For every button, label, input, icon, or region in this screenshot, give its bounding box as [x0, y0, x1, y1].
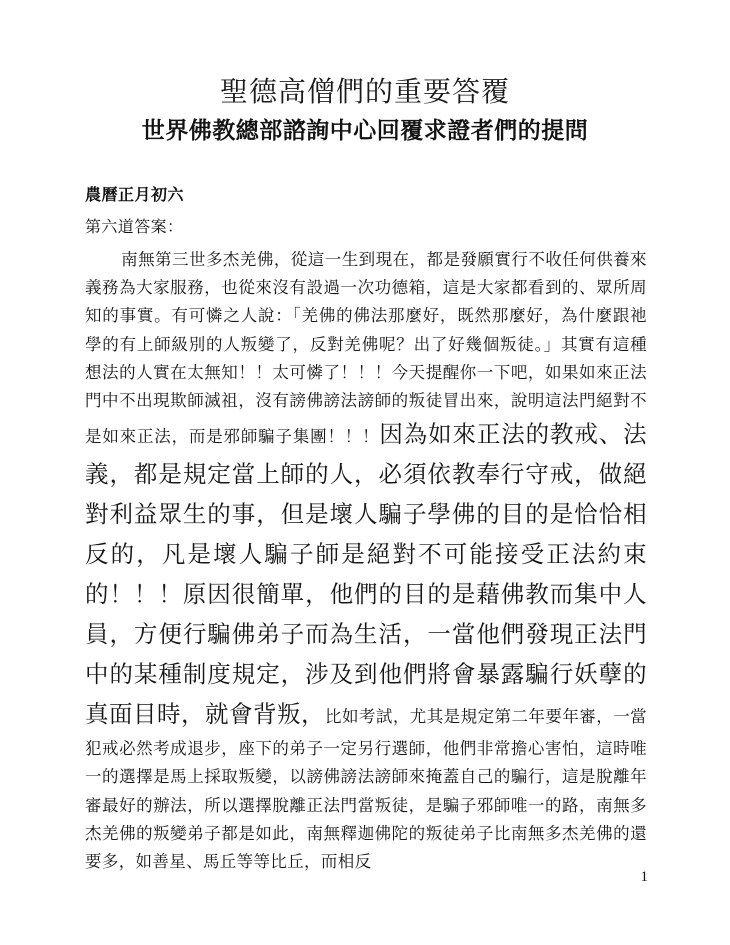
- body-text-run-enlarged: 因為如來正法的教戒、法義，都是規定當上師的人，必須依教奉行守戒，做絕對利益眾生的事，但是壞人騙子學佛的目的是恰恰相反的，凡是壞人騙子師是絕對不可能接受正法約束的！！！原因很簡單，他們的目的是藉佛教而集中人員，方便行騙佛弟子而為生活，一當他們發現正法門中的某種制度規定，涉及到他們將會暴露騙行妖孽的真面目時，就會背叛，: [85, 422, 648, 729]
- page-title: 聖德高僧們的重要答覆: [219, 77, 510, 108]
- body-text-run-normal-first: 南無第三世多杰羌佛，從這一生到現在，都是發願實行不收任何供養來義務為大家服務，也從來沒有設過一次功德箱，這是大家都看到的、眾所周知的事實。有可憐之人說：「羌佛的佛法那麼好，既然那麼好，為什麼跟祂學的有上師級別的人叛變了，反對羌佛呢？出了好幾個叛徒。」其實有這種想法的人實在太無知！！太可憐了！！！今天提醒你一下吧，如果如來正法門中不出現欺師滅祖，沒有謗佛謗法謗師的叛徒冒出來，說明這法門絕對不是如來正法，而是邪師騙子集團！！！: [85, 250, 647, 447]
- title-block: [0, 76, 730, 146]
- page-subtitle: 世界佛教總部諮詢中心回覆求證者們的提問: [141, 118, 589, 143]
- answer-label: 第六道答案：: [85, 219, 184, 236]
- section-date-heading: 農曆正月初六: [85, 187, 185, 204]
- document-body: [85, 185, 647, 876]
- body-paragraph: [85, 246, 647, 876]
- body-text-run-normal-last: 比如考試，尤其是規定第二年要年審，一當犯戒必然考成退步，座下的弟子一定另行選師，他們非常擔心害怕，這時唯一的選擇是馬上採取叛變，以謗佛謗法謗師來掩蓋自己的騙行，這是脫離年審最好的辦法，所以選擇脫離正法門當叛徒，是騙子邪師唯一的路，南無多杰羌佛的叛變弟子都是如此，南無釋迦佛陀的叛徒弟子比南無多杰羌佛的還要多，如善星、馬丘等等比丘，而相反: [85, 707, 647, 872]
- page-number: 1: [640, 869, 648, 885]
